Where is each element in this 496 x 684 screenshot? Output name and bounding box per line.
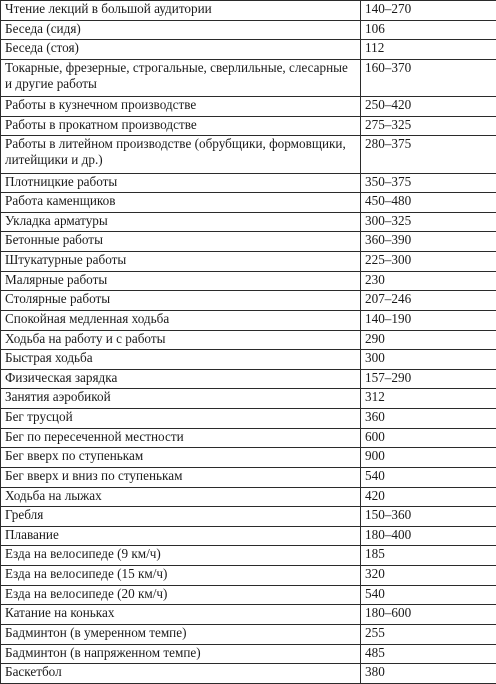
value-cell: 900 (361, 448, 496, 468)
value-cell: 225–300 (361, 252, 496, 272)
table-row (1, 1, 496, 21)
table-row (1, 526, 496, 546)
table-row (1, 59, 496, 96)
table-row (1, 605, 496, 625)
activity-cell: Занятия аэробикой (1, 389, 361, 409)
activity-cell: Ходьба на лыжах (1, 487, 361, 507)
activity-cell: Работа каменщиков (1, 193, 361, 213)
activity-cell: Укладка арматуры (1, 212, 361, 232)
value-cell: 157–290 (361, 369, 496, 389)
value-cell: 320 (361, 566, 496, 586)
value-cell: 290 (361, 330, 496, 350)
table-row (1, 116, 496, 136)
activity-cell: Бадминтон (в напряженном темпе) (1, 644, 361, 664)
activity-cell: Плотницкие работы (1, 173, 361, 193)
activity-cell: Катание на коньках (1, 605, 361, 625)
table-row (1, 369, 496, 389)
activity-cell: Беседа (сидя) (1, 20, 361, 40)
value-cell: 106 (361, 20, 496, 40)
activity-cell: Бег по пересеченной местности (1, 428, 361, 448)
table-row (1, 310, 496, 330)
value-cell: 600 (361, 428, 496, 448)
value-cell: 112 (361, 40, 496, 60)
table-row (1, 624, 496, 644)
activity-cell: Бетонные работы (1, 232, 361, 252)
activity-cell: Малярные работы (1, 271, 361, 291)
value-cell: 540 (361, 467, 496, 487)
activity-cell: Работы в кузнечном производстве (1, 97, 361, 117)
activity-cell: Работы в литейном производстве (обрубщики, формовщики, литейщики и др.) (1, 136, 361, 173)
value-cell: 450–480 (361, 193, 496, 213)
table-row (1, 566, 496, 586)
value-cell: 360 (361, 409, 496, 429)
value-cell: 185 (361, 546, 496, 566)
table-row (1, 97, 496, 117)
table-row (1, 428, 496, 448)
table-row (1, 212, 496, 232)
value-cell: 540 (361, 585, 496, 605)
activity-cell: Штукатурные работы (1, 252, 361, 272)
activity-cell: Работы в прокатном производстве (1, 116, 361, 136)
activity-cell: Бег вверх по ступенькам (1, 448, 361, 468)
value-cell: 140–270 (361, 1, 496, 21)
table-row (1, 330, 496, 350)
table-row (1, 350, 496, 370)
value-cell: 140–190 (361, 310, 496, 330)
value-cell: 350–375 (361, 173, 496, 193)
value-cell: 255 (361, 624, 496, 644)
value-cell: 485 (361, 644, 496, 664)
value-cell: 150–360 (361, 507, 496, 527)
value-cell: 420 (361, 487, 496, 507)
value-cell: 360–390 (361, 232, 496, 252)
activity-cell: Ходьба на работу и с работы (1, 330, 361, 350)
table-row (1, 448, 496, 468)
value-cell: 280–375 (361, 136, 496, 173)
value-cell: 230 (361, 271, 496, 291)
table-row (1, 409, 496, 429)
value-cell: 207–246 (361, 291, 496, 311)
table-row (1, 136, 496, 173)
value-cell: 300 (361, 350, 496, 370)
value-cell: 160–370 (361, 59, 496, 96)
table-row (1, 232, 496, 252)
activity-cell: Токарные, фрезерные, строгальные, сверлильные, слесарные и другие работы (1, 59, 361, 96)
value-cell: 180–400 (361, 526, 496, 546)
activity-cell: Физическая зарядка (1, 369, 361, 389)
value-cell: 250–420 (361, 97, 496, 117)
activity-cell: Плавание (1, 526, 361, 546)
activity-cell: Баскетбол (1, 664, 361, 684)
table-row (1, 291, 496, 311)
activity-cell: Езда на велосипеде (15 км/ч) (1, 566, 361, 586)
activity-cell: Бег трусцой (1, 409, 361, 429)
value-cell: 275–325 (361, 116, 496, 136)
activity-cell: Езда на велосипеде (20 км/ч) (1, 585, 361, 605)
table-row (1, 193, 496, 213)
activity-cell: Чтение лекций в большой аудитории (1, 1, 361, 21)
table-row (1, 664, 496, 684)
table-row (1, 389, 496, 409)
activity-cell: Бадминтон (в умеренном темпе) (1, 624, 361, 644)
activity-cell: Гребля (1, 507, 361, 527)
table-row (1, 644, 496, 664)
activity-cell: Езда на велосипеде (9 км/ч) (1, 546, 361, 566)
table-row (1, 487, 496, 507)
activity-cell: Беседа (стоя) (1, 40, 361, 60)
table-row (1, 40, 496, 60)
table-row (1, 20, 496, 40)
table-row (1, 271, 496, 291)
table-row (1, 546, 496, 566)
activity-cell: Бег вверх и вниз по ступенькам (1, 467, 361, 487)
activity-cell: Быстрая ходьба (1, 350, 361, 370)
activity-cell: Спокойная медленная ходьба (1, 310, 361, 330)
table-row (1, 173, 496, 193)
value-cell: 180–600 (361, 605, 496, 625)
table-row (1, 252, 496, 272)
value-cell: 380 (361, 664, 496, 684)
table-row (1, 585, 496, 605)
table-row (1, 467, 496, 487)
value-cell: 312 (361, 389, 496, 409)
table-row (1, 507, 496, 527)
value-cell: 300–325 (361, 212, 496, 232)
activity-cell: Столярные работы (1, 291, 361, 311)
